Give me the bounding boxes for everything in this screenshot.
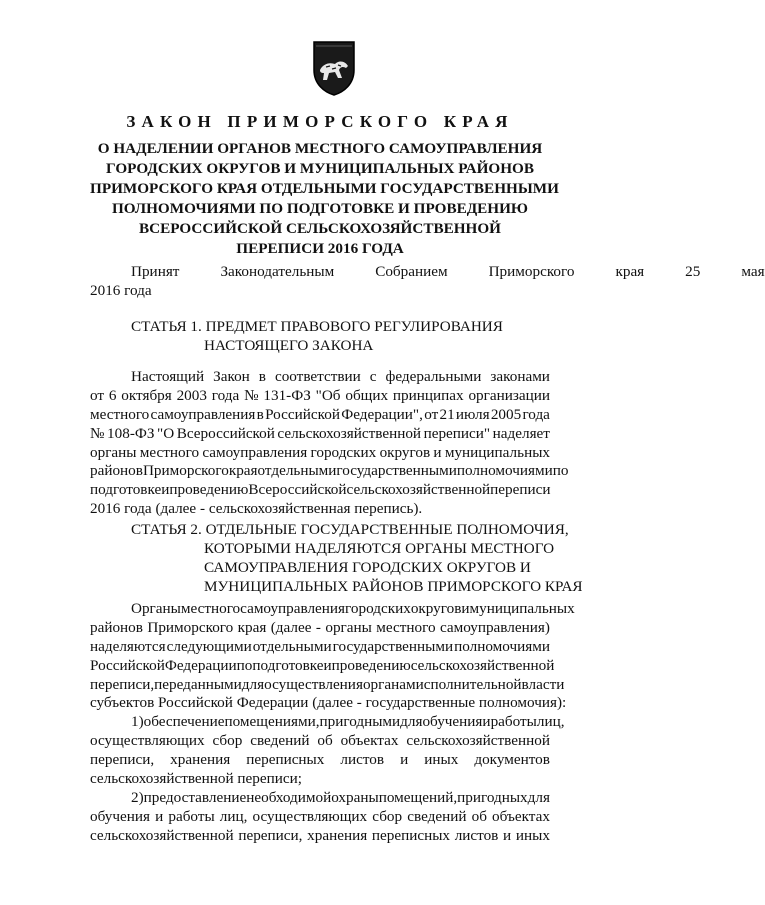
word: осуществляющих <box>252 807 368 825</box>
word: Приморского <box>488 263 575 280</box>
word: власти <box>521 675 565 693</box>
subtitle-line: ГОРОДСКИХ ОКРУГОВ И МУНИЦИПАЛЬНЫХ РАЙОНОВ <box>106 160 534 177</box>
text-line <box>90 827 550 846</box>
text-line <box>90 462 569 481</box>
word: лиц, <box>536 713 565 731</box>
word: переписных <box>371 826 451 844</box>
word: 6 <box>108 386 117 404</box>
text-line <box>90 789 550 808</box>
article-1-body <box>90 368 569 519</box>
word: Всероссийской <box>248 481 347 499</box>
word: органы <box>90 443 137 461</box>
word: края <box>237 618 267 636</box>
word: Настоящий <box>131 368 205 385</box>
subtitle-line: О НАДЕЛЕНИИ ОРГАНОВ МЕСТНОГО САМОУПРАВЛЕНИЯ <box>97 140 543 157</box>
word: (далее <box>270 618 312 636</box>
word: документов <box>474 751 550 769</box>
word: Принят <box>131 263 180 280</box>
text-line <box>90 425 550 444</box>
word: органы <box>325 618 372 636</box>
word: с <box>369 368 377 385</box>
word: местного <box>376 618 436 636</box>
word: по <box>552 462 569 480</box>
text-line <box>90 694 567 713</box>
word: помещениями, <box>224 713 320 731</box>
word: осуществляющих <box>90 732 205 750</box>
text-line <box>90 732 550 751</box>
word: иных <box>515 826 550 844</box>
subtitle-line: ПРИМОРСКОГО КРАЯ ОТДЕЛЬНЫМИ ГОСУДАРСТВЕННЫМИ <box>90 180 559 197</box>
word: Закон <box>213 368 250 385</box>
text-line <box>90 481 550 500</box>
word: листов <box>454 826 499 844</box>
word: субъектов Российской Федерации (далее - государственные полномочия): <box>90 694 567 712</box>
word: 21 <box>439 405 455 423</box>
word: сельскохозяйственной <box>406 732 550 750</box>
word: переписи, <box>90 675 155 693</box>
word: районов <box>90 462 143 480</box>
word: округов <box>379 443 431 461</box>
word: обучения <box>90 807 150 825</box>
word: переданными <box>154 675 242 693</box>
word: "О <box>157 424 175 442</box>
word: подготовке <box>252 656 324 674</box>
word: федеральными <box>385 368 482 385</box>
text-line <box>90 638 550 657</box>
word: и <box>323 656 332 674</box>
article-2-body <box>90 600 575 846</box>
word: пригодными <box>319 713 401 731</box>
text-line <box>90 387 550 406</box>
word: в <box>256 405 264 423</box>
word: для <box>400 713 423 731</box>
heading-line: СТАТЬЯ 2. ОТДЕЛЬНЫЕ ГОСУДАРСТВЕННЫЕ ПОЛНОМОЧИЯ, <box>131 521 569 538</box>
word: общих <box>345 386 389 404</box>
word: следующими <box>166 637 252 655</box>
adoption-line <box>90 262 765 281</box>
word: лиц, <box>219 807 248 825</box>
word: года <box>211 386 240 404</box>
law-subtitle <box>90 139 559 259</box>
word: и <box>155 807 164 825</box>
word: для <box>527 788 550 806</box>
word: исполнительной <box>415 675 522 693</box>
word: Собранием <box>375 263 448 280</box>
word: от <box>90 386 105 404</box>
word: Российской <box>90 656 165 674</box>
word: мая <box>741 263 765 280</box>
word: подготовке <box>90 481 162 499</box>
word: и <box>482 713 491 731</box>
text-line <box>90 444 550 463</box>
heading-line: МУНИЦИПАЛЬНЫХ РАЙОНОВ ПРИМОРСКОГО КРАЯ <box>204 578 583 595</box>
word: для <box>241 675 265 693</box>
word: полномочиями <box>456 462 553 480</box>
word: районов <box>90 618 143 636</box>
word: 108-ФЗ <box>107 424 155 442</box>
word: Федерации", <box>341 405 423 423</box>
word: 2)предоставление <box>131 788 247 806</box>
word: полномочиями <box>454 637 550 655</box>
text-line <box>90 406 550 425</box>
word: Органы <box>131 600 181 617</box>
word: по <box>236 656 253 674</box>
word: самоуправления <box>240 600 346 617</box>
word: принципах <box>392 386 464 404</box>
word: Всероссийской <box>176 424 275 442</box>
law-title: ЗАКОН ПРИМОРСКОГО КРАЯ <box>126 112 514 131</box>
text-line <box>90 713 565 732</box>
coat-of-arms-icon <box>311 40 357 96</box>
word: осуществления <box>264 675 363 693</box>
word: июля <box>455 405 490 423</box>
word: государственными <box>332 637 454 655</box>
word: Приморского <box>142 462 229 480</box>
word: края <box>228 462 258 480</box>
word: 131-ФЗ <box>263 386 311 404</box>
word: сбор <box>372 807 403 825</box>
word: в <box>258 368 266 385</box>
word: 2016 года (далее - сельскохозяйственная перепись). <box>90 500 423 518</box>
word: помещений, <box>378 788 458 806</box>
word: Законодательным <box>220 263 335 280</box>
heading-line: КОТОРЫМИ НАДЕЛЯЮТСЯ ОРГАНЫ МЕСТНОГО <box>204 540 555 557</box>
text-line <box>90 500 550 519</box>
word: переписи, <box>238 826 303 844</box>
word: местного <box>139 443 200 461</box>
adoption-note <box>90 262 765 300</box>
heading-line: САМОУПРАВЛЕНИЯ ГОРОДСКИХ ОКРУГОВ И <box>204 559 531 576</box>
word: - <box>315 618 321 636</box>
word: отдельными <box>257 462 337 480</box>
word: от <box>424 405 439 423</box>
word: сельскохозяйственной <box>277 424 422 442</box>
word: об <box>471 807 487 825</box>
word: объектах <box>340 732 399 750</box>
word: Приморского <box>147 618 234 636</box>
text-line <box>90 656 555 676</box>
word: наделяются <box>90 637 166 655</box>
word: переписных <box>246 751 325 769</box>
text-line <box>90 619 550 638</box>
word: самоуправления <box>202 443 308 461</box>
word: объектах <box>492 807 550 825</box>
text-line <box>90 770 550 789</box>
word: муниципальных <box>444 443 550 461</box>
word: иных <box>424 751 459 769</box>
word: органам <box>362 675 416 693</box>
word: Федерации <box>164 656 237 674</box>
word: и <box>400 751 409 769</box>
word: работы <box>490 713 537 731</box>
word: края <box>615 263 645 280</box>
text-line <box>90 675 565 695</box>
word: об <box>317 732 333 750</box>
word: сельскохозяйственной <box>410 656 555 674</box>
word: 2003 <box>176 386 207 404</box>
text-line <box>90 600 575 619</box>
word: сбор <box>212 732 243 750</box>
word: и <box>161 481 170 499</box>
word: сельскохозяйственной переписи; <box>90 770 302 788</box>
word: законами <box>490 368 550 385</box>
word: и <box>461 600 470 617</box>
heading-line: СТАТЬЯ 1. ПРЕДМЕТ ПРАВОВОГО РЕГУЛИРОВАНИЯ <box>131 318 503 335</box>
word: пригодных <box>457 788 528 806</box>
article-1-heading <box>90 317 560 355</box>
subtitle-line: ПЕРЕПИСИ 2016 ГОДА <box>236 240 404 257</box>
word: необходимой <box>246 788 332 806</box>
word: хранения <box>170 751 231 769</box>
word: хранения <box>307 826 368 844</box>
word: охраны <box>331 788 379 806</box>
text-line <box>90 808 550 827</box>
word: сельскохозяйственной <box>346 481 491 499</box>
subtitle-line: ПОЛНОМОЧИЯМИ ПО ПОДГОТОВКЕ И ПРОВЕДЕНИЮ <box>111 200 529 217</box>
word: самоуправления) <box>439 618 550 636</box>
word: городских <box>310 443 377 461</box>
word: переписи" <box>423 424 491 442</box>
word: местного <box>90 405 150 423</box>
word: государственными <box>336 462 457 480</box>
word: самоуправления <box>150 405 256 423</box>
word: 2005 <box>490 405 522 423</box>
word: 1)обеспечение <box>131 713 225 731</box>
word: обучения <box>422 713 483 731</box>
word: сведений <box>250 732 310 750</box>
word: и <box>503 826 512 844</box>
word: листов <box>340 751 385 769</box>
word: № <box>90 424 105 442</box>
heading-line: НАСТОЯЩЕГО ЗАКОНА <box>204 337 374 354</box>
word: соответствии <box>274 368 361 385</box>
word: переписи <box>490 481 551 499</box>
word: сведений <box>407 807 467 825</box>
word: наделяет <box>492 424 550 442</box>
word: отдельными <box>252 637 332 655</box>
word: и <box>433 443 442 461</box>
word: местного <box>180 600 241 617</box>
word: проведению <box>331 656 411 674</box>
subtitle-line: ВСЕРОССИЙСКОЙ СЕЛЬСКОХОЗЯЙСТВЕННОЙ <box>139 220 501 237</box>
word: городских <box>345 600 411 617</box>
word: № <box>244 386 259 404</box>
word: сельскохозяйственной <box>90 826 234 844</box>
article-2-heading <box>90 520 583 596</box>
adoption-line: 2016 года <box>90 282 152 299</box>
word: организации <box>468 386 550 404</box>
word: муниципальных <box>469 600 575 617</box>
word: Российской <box>265 405 340 423</box>
text-line <box>90 751 550 770</box>
word: "Об <box>315 386 341 404</box>
word: октября <box>121 386 172 404</box>
word: работы <box>168 807 215 825</box>
text-line <box>90 368 550 387</box>
word: округов <box>410 600 462 617</box>
word: переписи, <box>90 751 155 769</box>
word: года <box>522 405 550 423</box>
word: проведению <box>169 481 249 499</box>
word: 25 <box>685 263 701 280</box>
